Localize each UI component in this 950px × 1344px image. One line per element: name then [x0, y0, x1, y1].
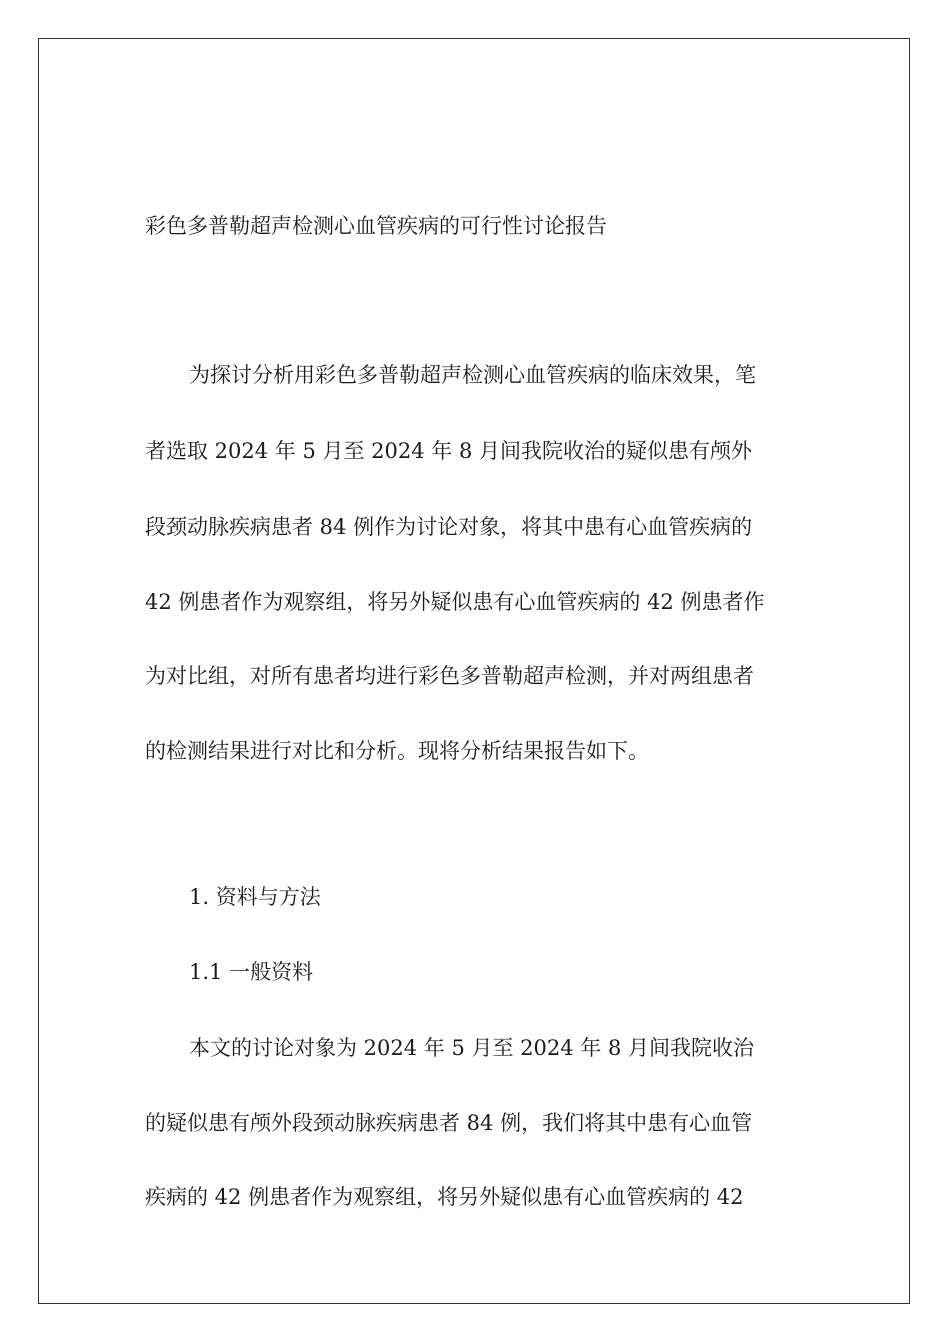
section-heading: 1. 资料与方法 — [189, 885, 321, 909]
intro-line-2: 者选取 2024 年 5 月至 2024 年 8 月间我院收治的疑似患有颅外 — [145, 439, 753, 463]
body-line-1: 本文的讨论对象为 2024 年 5 月至 2024 年 8 月间我院收治 — [189, 1036, 755, 1060]
intro-line-5: 为对比组，对所有患者均进行彩色多普勒超声检测，并对两组患者 — [145, 664, 754, 688]
intro-line-3: 段颈动脉疾病患者 84 例作为讨论对象，将其中患有心血管疾病的 — [145, 515, 753, 539]
subsection-heading: 1.1 一般资料 — [189, 960, 314, 984]
intro-line-1: 为探讨分析用彩色多普勒超声检测心血管疾病的临床效果，笔 — [189, 363, 756, 387]
intro-line-6: 的检测结果进行对比和分析。现将分析结果报告如下。 — [145, 739, 649, 763]
body-line-2: 的疑似患有颅外段颈动脉疾病患者 84 例，我们将其中患有心血管 — [145, 1111, 753, 1135]
body-line-3: 疾病的 42 例患者作为观察组，将另外疑似患有心血管疾病的 42 — [145, 1185, 744, 1209]
document-title: 彩色多普勒超声检测心血管疾病的可行性讨论报告 — [145, 214, 607, 238]
intro-line-4: 42 例患者作为观察组，将另外疑似患有心血管疾病的 42 例患者作 — [145, 590, 765, 614]
